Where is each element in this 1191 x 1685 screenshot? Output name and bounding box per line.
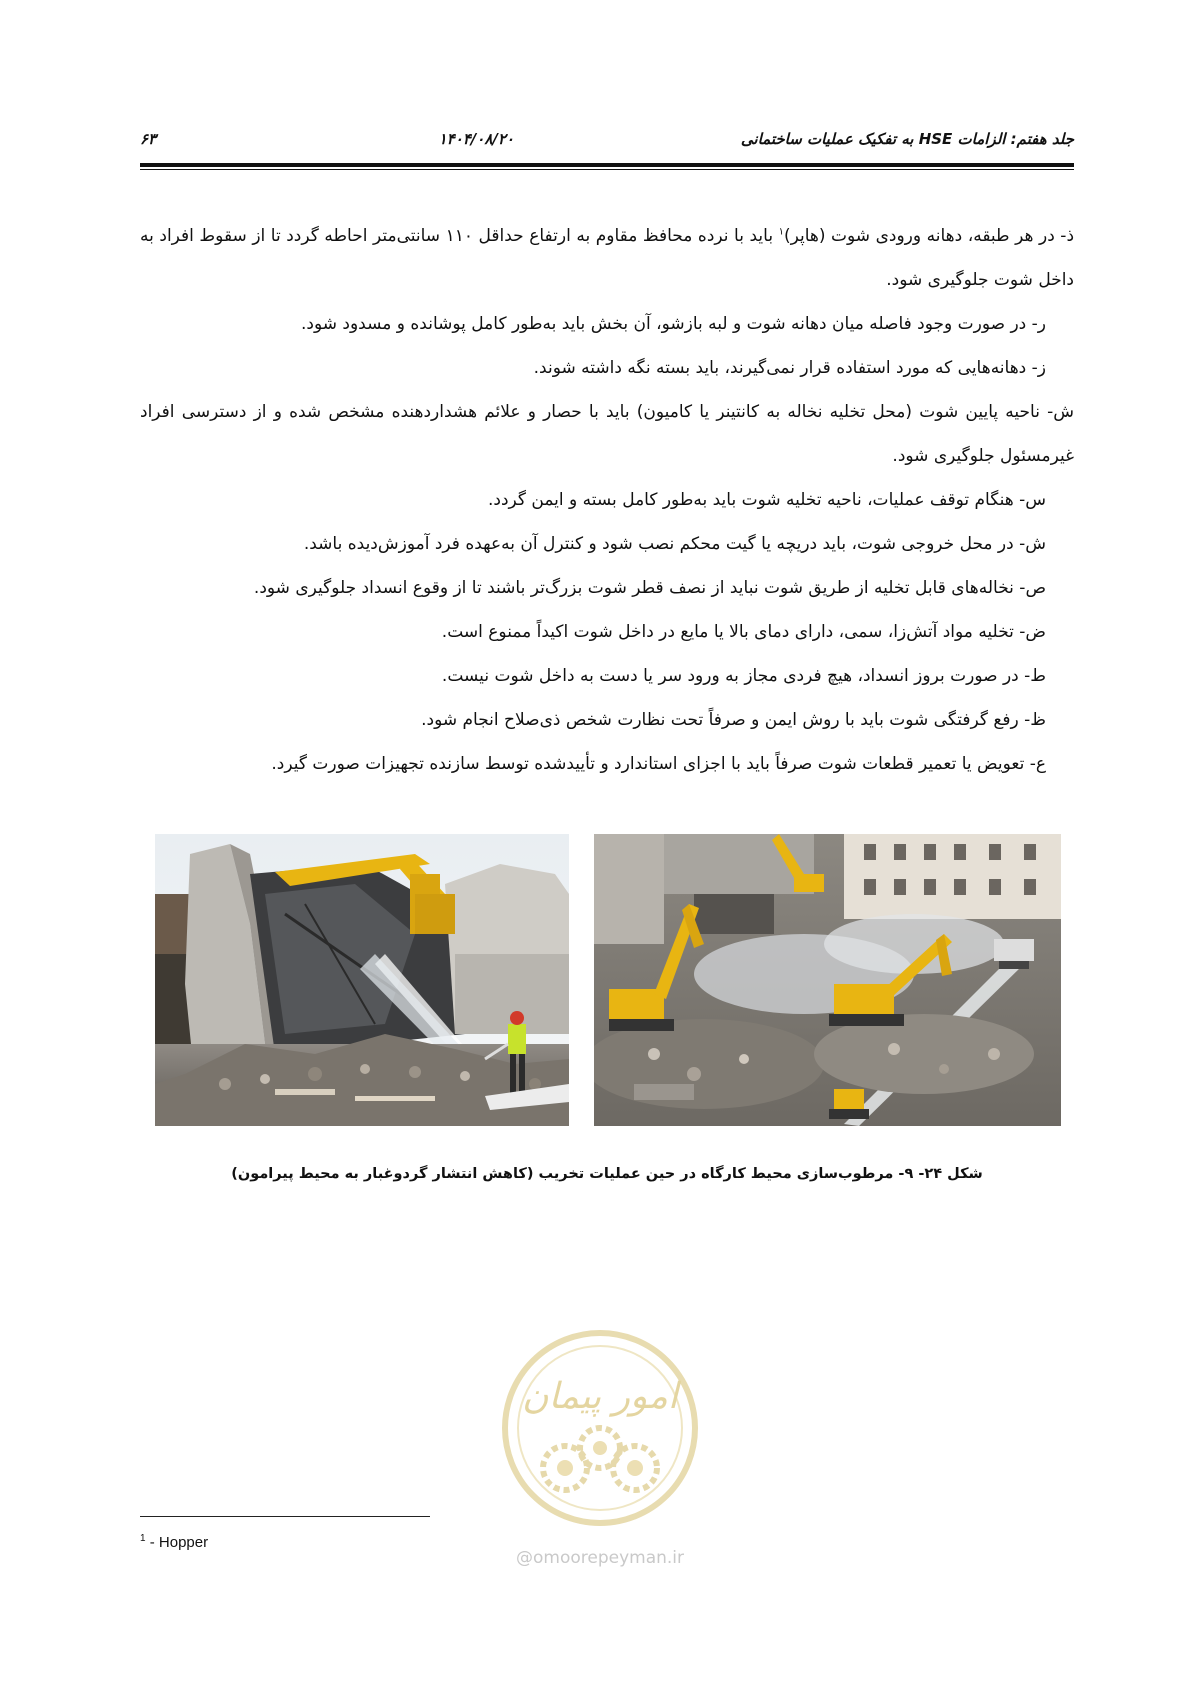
paragraph-zad: ض- تخلیه مواد آتش‌زا، سمی، دارای دمای بالا یا مایع در داخل شوت اکیداً ممنوع است.: [441, 622, 1046, 642]
paragraph-shin-2: ش- در محل خروجی شوت، باید دریچه یا گیت محکم نصب شود و کنترل آن به‌عهده فرد آموزش‌دیده باشد.: [303, 534, 1046, 554]
header-date: ۱۴۰۴/۰۸/۲۰: [438, 130, 514, 148]
demolition-photo-aerial: [594, 834, 1061, 1126]
book-title: جلد هفتم: الزامات HSE به تفکیک عملیات ساختمانی: [740, 130, 1074, 148]
paragraph-text: ذ- در هر طبقه، دهانه ورودی شوت (هاپر): [783, 226, 1075, 246]
watermark-logo: [480, 1318, 720, 1578]
page-header: [140, 128, 1074, 154]
page-number: ۶۳: [140, 130, 157, 148]
paragraph-shin-1: ش- ناحیه پایین شوت (محل تخلیه نخاله به کانتینر یا کامیون) باید با حصار و علائم هشداردهنده مشخص شده و از دسترسی افراد غیرمسئول جلوگیری شود.: [140, 402, 1074, 466]
header-rule-thin: [140, 169, 1074, 170]
footnote-rule: [140, 1516, 430, 1517]
paragraph-text-cont: باید با نرده محافظ مقاوم به ارتفاع حداقل ۱۱۰ سانتی‌متر احاطه گردد تا از سقوط افراد به داخل شوت جلوگیری شود.: [140, 226, 1074, 290]
footnote: [140, 1534, 208, 1551]
demolition-photo-wall: [155, 834, 569, 1126]
watermark-url: @omoorepeyman.ir: [515, 1548, 685, 1568]
footnote-number: 1: [140, 1533, 146, 1544]
paragraph-ze: ز- دهانه‌هایی که مورد استفاده قرار نمی‌گیرند، باید بسته نگه داشته شوند.: [533, 358, 1046, 378]
body-text: [140, 214, 1074, 786]
paragraph-ta: ط- در صورت بروز انسداد، هیچ فردی مجاز به ورود سر یا دست به داخل شوت نیست.: [441, 666, 1046, 686]
paragraph-zal: [140, 214, 1074, 302]
watermark-logo-text: امور پیمان: [522, 1376, 678, 1417]
paragraph-sin: س- هنگام توقف عملیات، ناحیه تخلیه شوت باید به‌طور کامل بسته و ایمن گردد.: [487, 490, 1046, 510]
paragraph-ein: ع- تعویض یا تعمیر قطعات شوت صرفاً باید با اجزای استاندارد و تأییدشده توسط سازنده تجهیزات صورت گیرد.: [271, 754, 1046, 774]
footnote-text: - Hopper: [145, 1534, 209, 1551]
paragraph-re: ر- در صورت وجود فاصله میان دهانه شوت و لبه بازشو، آن بخش باید به‌طور کامل پوشانده و مسدود شود.: [301, 314, 1046, 334]
paragraph-za: ظ- رفع گرفتگی شوت باید با روش ایمن و صرفاً تحت نظارت شخص ذی‌صلاح انجام شود.: [421, 710, 1046, 730]
footnote-ref[interactable]: ۱: [778, 226, 784, 238]
figure-caption: شکل ۲۴- ۹- مرطوب‌سازی محیط کارگاه در حین عملیات تخریب (کاهش انتشار گردوغبار به محیط پیرامون): [231, 1166, 983, 1182]
header-rule: [140, 163, 1074, 167]
figure-photos: [155, 834, 1061, 1126]
paragraph-sad: ص- نخاله‌های قابل تخلیه از طریق شوت نباید از نصف قطر شوت بزرگ‌تر باشند تا از وقوع انسداد جلوگیری شود.: [253, 578, 1046, 598]
